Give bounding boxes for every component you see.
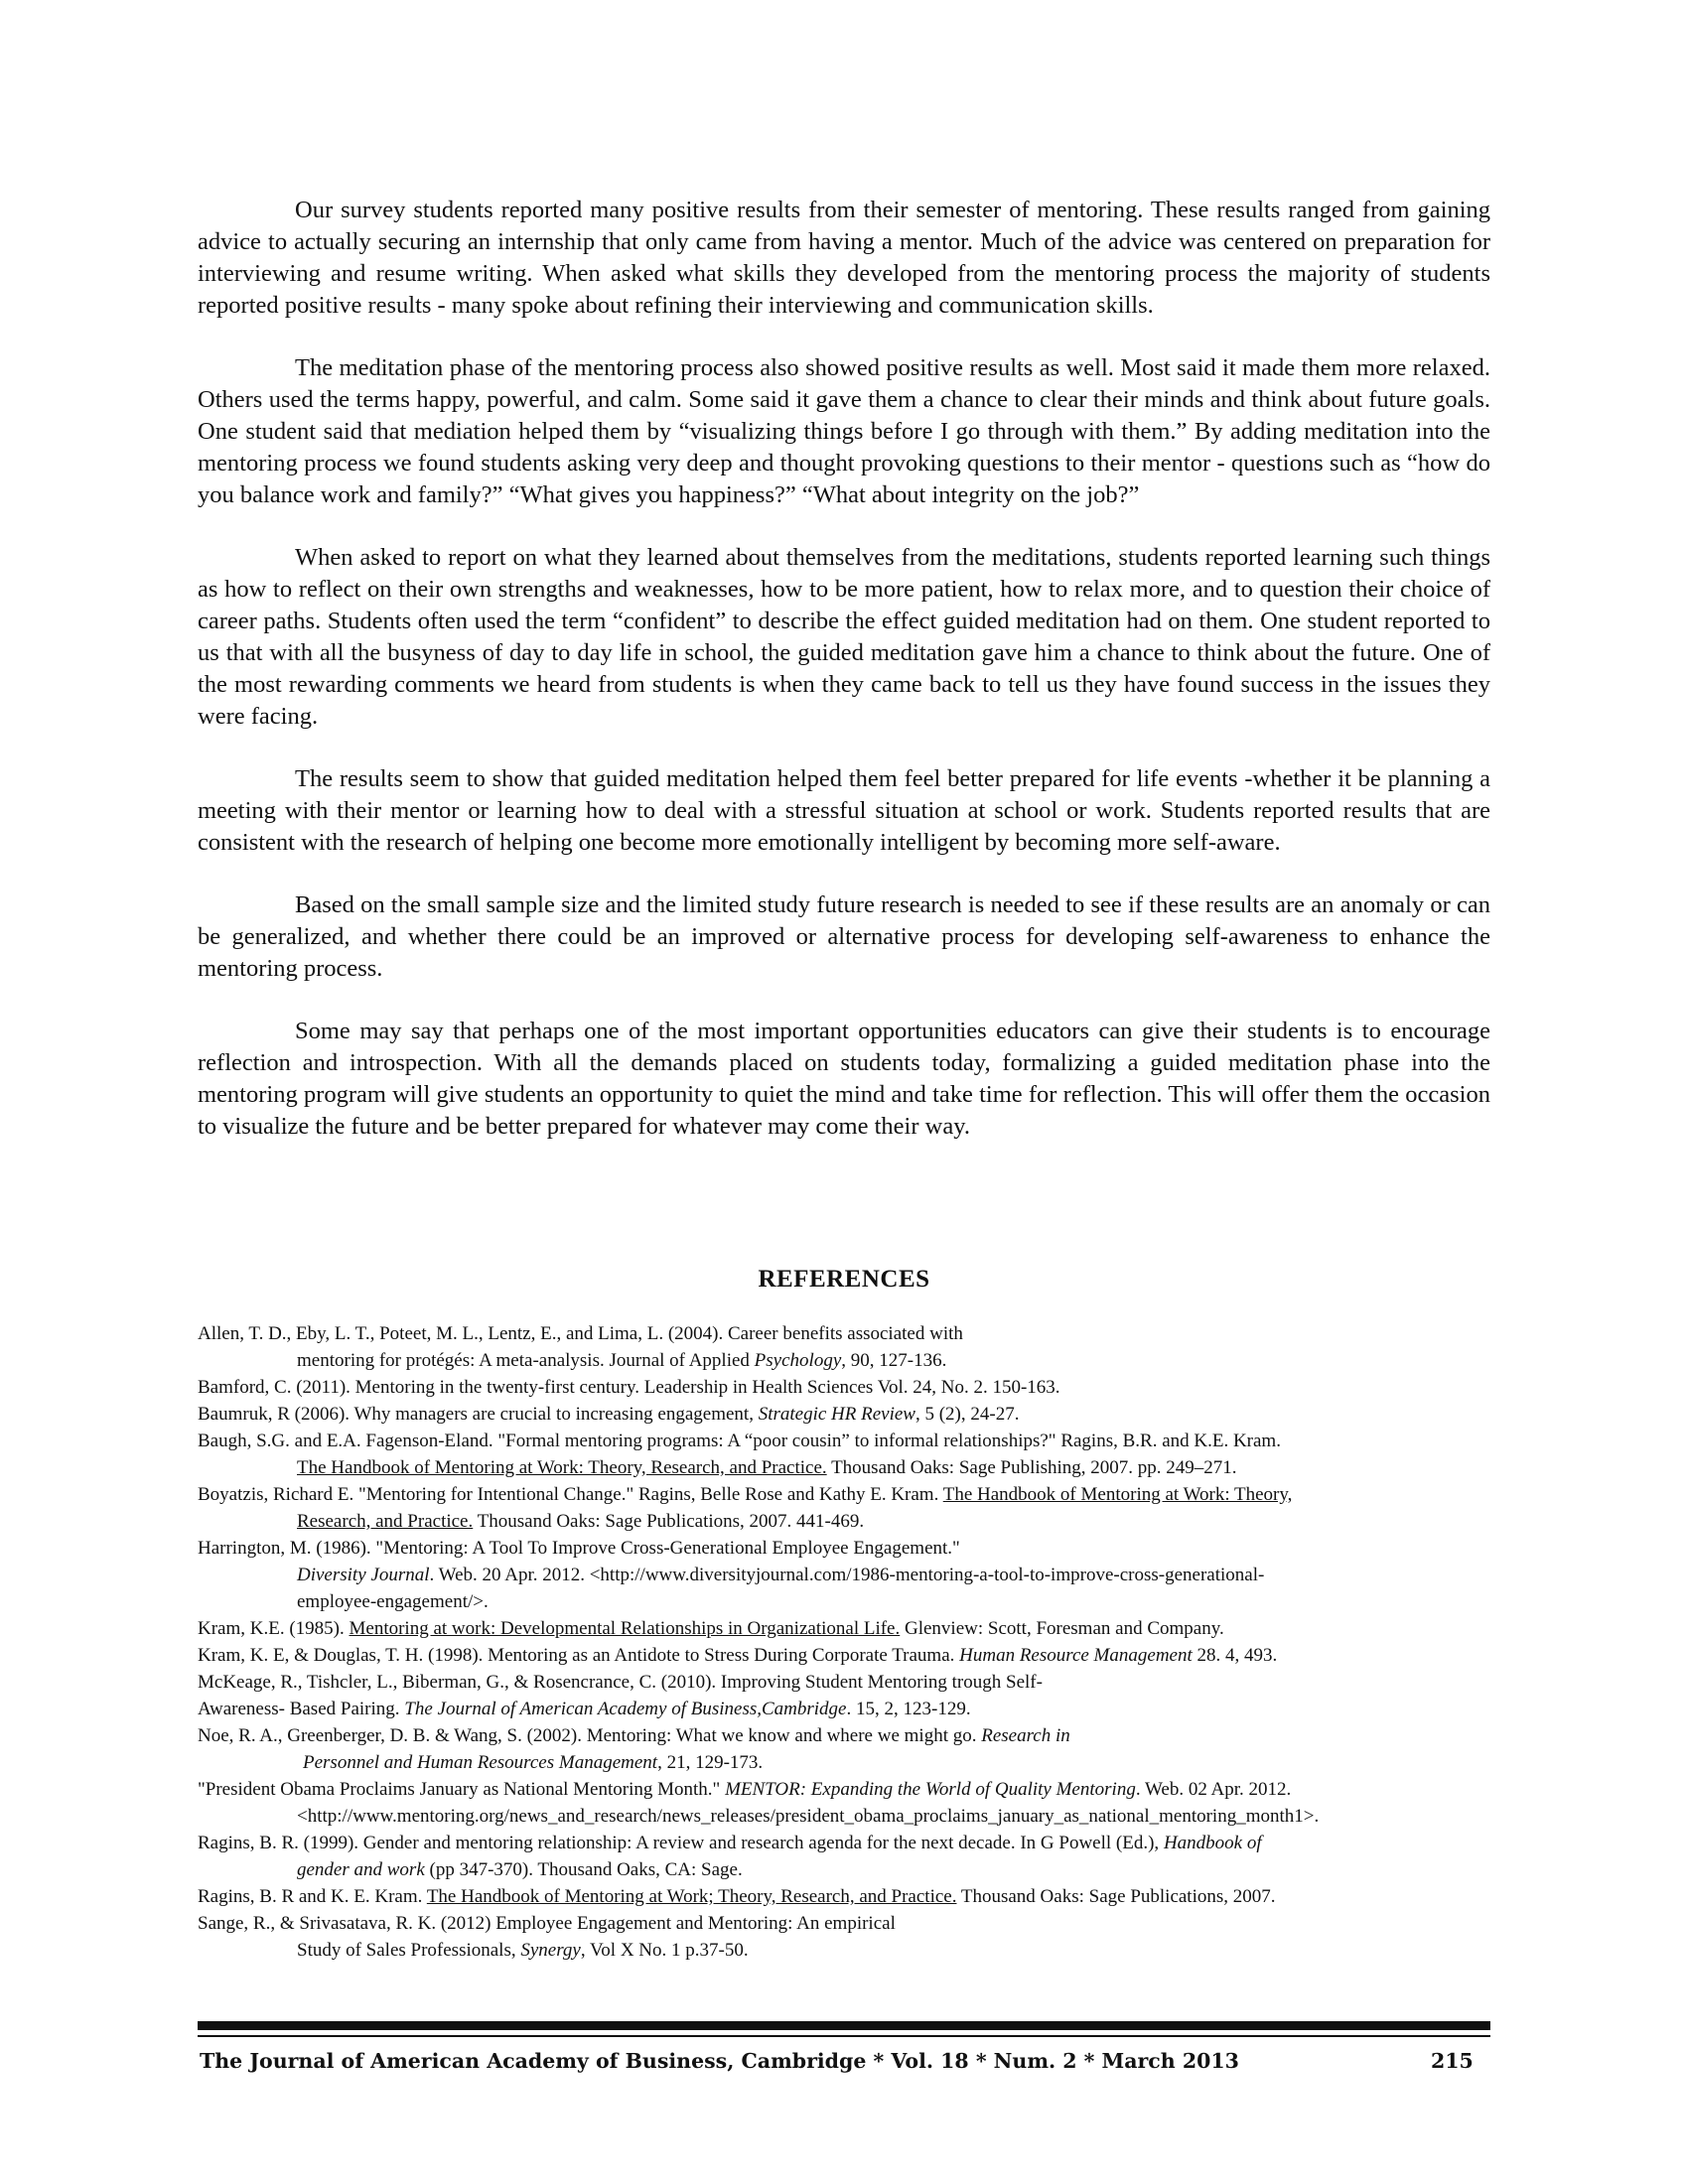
reference-text: Thousand Oaks: Sage Publishing, 2007. pp. 249–271. xyxy=(826,1457,1237,1478)
paragraph: Our survey students reported many positive results from their semester of mentoring. These results ranged from gaining advice to actually securing an internship that only came from having a mentor. Much of the advice was centered on preparation for interviewing and resume writing. When asked what skills they developed from the mentoring process the majority of students reported positive results - many spoke about refining their interviewing and communication skills. xyxy=(198,197,1490,319)
reference-text: . Web. 02 Apr. 2012. xyxy=(1135,1779,1292,1800)
reference-entry xyxy=(198,1374,1490,1401)
reference-entry xyxy=(198,1883,1490,1910)
reference-underlined: The Handbook of Mentoring at Work: Theory, xyxy=(942,1484,1293,1505)
reference-line xyxy=(198,1562,1490,1588)
reference-entry xyxy=(198,1642,1490,1669)
reference-entry xyxy=(198,1722,1490,1776)
reference-line xyxy=(198,1749,1490,1776)
reference-italic: Strategic HR Review xyxy=(758,1404,915,1425)
body-text xyxy=(198,195,1490,1173)
reference-line xyxy=(198,1776,1490,1803)
reference-line xyxy=(198,1401,1490,1428)
reference-text: Baumruk, R (2006). Why managers are crucial to increasing engagement, xyxy=(198,1404,759,1425)
reference-line xyxy=(198,1696,1490,1722)
reference-text: Kram, K.E. (1985). xyxy=(198,1618,350,1639)
reference-line xyxy=(198,1642,1490,1669)
reference-line: employee-engagement/>. xyxy=(297,1591,489,1612)
reference-text: Thousand Oaks: Sage Publications, 2007. 441-469. xyxy=(473,1511,865,1532)
reference-line xyxy=(198,1856,1490,1883)
reference-line xyxy=(198,1937,1490,1964)
reference-italic: Personnel and Human Resources Management xyxy=(303,1752,658,1773)
reference-text: Ragins, B. R and K. E. Kram. xyxy=(198,1886,427,1907)
reference-italic: The Journal of American Academy of Business,Cambridge xyxy=(404,1699,847,1719)
reference-text: , Vol X No. 1 p.37-50. xyxy=(580,1940,749,1961)
page-footer xyxy=(200,2049,1488,2083)
reference-text: Glenview: Scott, Foresman and Company. xyxy=(900,1618,1224,1639)
reference-entry xyxy=(198,1535,1490,1615)
reference-text: Kram, K. E, & Douglas, T. H. (1998). Mentoring as an Antidote to Stress During Corporate Trauma. xyxy=(198,1645,960,1666)
footer-rule-thick xyxy=(198,2021,1490,2030)
reference-text: . 15, 2, 123-129. xyxy=(846,1699,971,1719)
reference-entry xyxy=(198,1830,1490,1883)
page-number: 215 xyxy=(1431,2049,1474,2073)
reference-italic: MENTOR: Expanding the World of Quality Mentoring xyxy=(725,1779,1136,1800)
reference-line xyxy=(198,1481,1490,1508)
reference-text: mentoring for protégés: A meta-analysis. Journal of Applied xyxy=(297,1350,755,1371)
reference-italic: Handbook of xyxy=(1163,1833,1262,1853)
reference-entry xyxy=(198,1481,1490,1535)
reference-italic: Research in xyxy=(981,1725,1070,1746)
reference-text: "President Obama Proclaims January as National Mentoring Month." xyxy=(198,1779,726,1800)
reference-underlined: Mentoring at work: Developmental Relationships in Organizational Life. xyxy=(349,1618,901,1639)
reference-line xyxy=(198,1454,1490,1481)
reference-line xyxy=(198,1883,1490,1910)
reference-text: Boyatzis, Richard E. "Mentoring for Intentional Change." Ragins, Belle Rose and Kathy E. Kram. xyxy=(198,1484,943,1505)
reference-text: Thousand Oaks: Sage Publications, 2007. xyxy=(956,1886,1276,1907)
reference-text: , 21, 129-173. xyxy=(657,1752,764,1773)
references-list xyxy=(198,1320,1490,1964)
reference-line xyxy=(198,1615,1490,1642)
references-heading: REFERENCES xyxy=(758,1266,930,1293)
reference-text: (pp 347-370). Thousand Oaks, CA: Sage. xyxy=(424,1859,743,1880)
reference-underlined: The Handbook of Mentoring at Work: Theory, Research, and Practice. xyxy=(297,1457,827,1478)
reference-text: Noe, R. A., Greenberger, D. B. & Wang, S. (2002). Mentoring: What we know and where we might go. xyxy=(198,1725,982,1746)
reference-italic: Human Resource Management xyxy=(959,1645,1193,1666)
reference-entry xyxy=(198,1776,1490,1830)
reference-text: 28. 4, 493. xyxy=(1192,1645,1278,1666)
reference-text: Awareness- Based Pairing. xyxy=(198,1699,405,1719)
reference-entry xyxy=(198,1401,1490,1428)
reference-text: , 90, 127-136. xyxy=(841,1350,947,1371)
reference-entry xyxy=(198,1428,1490,1481)
reference-italic: Psychology xyxy=(754,1350,842,1371)
reference-entry xyxy=(198,1669,1490,1722)
reference-line: Bamford, C. (2011). Mentoring in the twenty-first century. Leadership in Health Sciences Vol. 24, No. 2. 150-163. xyxy=(198,1377,1060,1398)
reference-line xyxy=(198,1722,1490,1749)
reference-underlined: Research, and Practice. xyxy=(297,1511,474,1532)
reference-line: McKeage, R., Tishcler, L., Biberman, G., & Rosencrance, C. (2010). Improving Student Mentoring trough Self- xyxy=(198,1672,1043,1693)
reference-text: Study of Sales Professionals, xyxy=(297,1940,521,1961)
reference-text: Ragins, B. R. (1999). Gender and mentoring relationship: A review and research agenda for the next decade. In G Powell (Ed.), xyxy=(198,1833,1164,1853)
reference-line xyxy=(198,1830,1490,1856)
reference-line: Sange, R., & Srivasatava, R. K. (2012) Employee Engagement and Mentoring: An empirical xyxy=(198,1913,896,1934)
reference-line xyxy=(198,1347,1490,1374)
reference-line: <http://www.mentoring.org/news_and_research/news_releases/president_obama_proclaims_january_as_national_mentoring_month1>. xyxy=(297,1806,1320,1827)
reference-entry xyxy=(198,1320,1490,1374)
reference-italic: gender and work xyxy=(297,1859,425,1880)
reference-entry xyxy=(198,1910,1490,1964)
reference-line: Allen, T. D., Eby, L. T., Poteet, M. L., Lentz, E., and Lima, L. (2004). Career benefits associated with xyxy=(198,1323,963,1344)
journal-citation: The Journal of American Academy of Business, Cambridge * Vol. 18 * Num. 2 * March 2013 xyxy=(200,2049,1239,2073)
paragraph: The meditation phase of the mentoring process also showed positive results as well. Most said it made them more relaxed. Others used the terms happy, powerful, and calm. Some said it gave them a chance to clear their minds and think about future goals. One student said that mediation helped them by “visualizing things before I go through with them.” By adding meditation into the mentoring process we found students asking very deep and thought provoking questions to their mentor - questions such as “how do you balance work and family?” “What gives you happiness?” “What about integrity on the job?” xyxy=(198,354,1490,508)
reference-text: , 5 (2), 24-27. xyxy=(914,1404,1020,1425)
paragraph: Some may say that perhaps one of the most important opportunities educators can give their students is to encourage reflection and introspection. With all the demands placed on students today, formalizing a guided meditation phase into the mentoring program will give students an opportunity to quiet the mind and take time for reflection. This will offer them the occasion to visualize the future and be better prepared for whatever may come their way. xyxy=(198,1018,1490,1140)
reference-line: Harrington, M. (1986). "Mentoring: A Tool To Improve Cross-Generational Employee Engagement." xyxy=(198,1538,960,1559)
reference-entry xyxy=(198,1615,1490,1642)
reference-line: Baugh, S.G. and E.A. Fagenson-Eland. "Formal mentoring programs: A “poor cousin” to informal relationships?" Ragins, B.R. and K.E. Kram. xyxy=(198,1431,1281,1451)
reference-italic: Diversity Journal xyxy=(297,1565,430,1585)
paragraph: Based on the small sample size and the limited study future research is needed to see if these results are an anomaly or can be generalized, and whether there could be an improved or alternative process for developing self-awareness to enhance the mentoring process. xyxy=(198,891,1490,982)
reference-underlined: The Handbook of Mentoring at Work; Theory, Research, and Practice. xyxy=(426,1886,957,1907)
reference-line xyxy=(198,1508,1490,1535)
paragraph: The results seem to show that guided meditation helped them feel better prepared for life events -whether it be planning a meeting with their mentor or learning how to deal with a stressful situation at school or work. Students reported results that are consistent with the research of helping one become more emotionally intelligent by becoming more self-aware. xyxy=(198,765,1490,856)
reference-italic: Synergy xyxy=(520,1940,581,1961)
paragraph: When asked to report on what they learned about themselves from the meditations, students reported learning such things as how to reflect on their own strengths and weaknesses, how to be more patient, how to relax more, and to question their choice of career paths. Students often used the term “confident” to describe the effect guided meditation had on them. One student reported to us that with all the busyness of day to day life in school, the guided meditation gave him a chance to think about the future. One of the most rewarding comments we heard from students is when they came back to tell us they have found success in the issues they were facing. xyxy=(198,544,1490,730)
footer-rule-thin xyxy=(198,2035,1490,2037)
reference-text: . Web. 20 Apr. 2012. <http://www.diversityjournal.com/1986-mentoring-a-tool-to-improve-cross-generational- xyxy=(429,1565,1265,1585)
